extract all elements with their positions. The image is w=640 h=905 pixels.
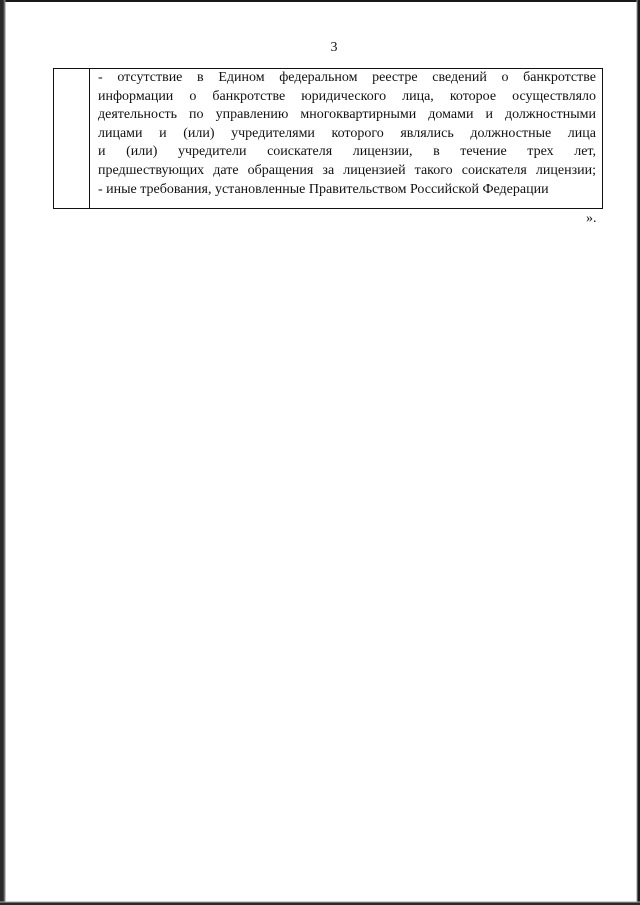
text-line: деятельность по управлению многоквартирными домами и должностными <box>98 107 596 123</box>
text-line: предшествующих дате обращения за лицензией такого соискателя лицензии; <box>98 162 596 178</box>
text-line: лицами и (или) учредителями которого являлись должностные лица <box>98 125 596 141</box>
page-number: 3 <box>330 40 338 55</box>
text-line: - иные требования, установленные Правительством Российской Федерации <box>98 181 549 197</box>
scan-edge-right <box>636 0 640 905</box>
scan-edge-bottom <box>0 901 640 905</box>
scan-edge-top <box>0 0 640 2</box>
table-column-divider <box>89 68 90 209</box>
closing-quote: ». <box>586 211 597 226</box>
text-line: информации о банкротстве юридического лица, которое осуществляло <box>98 88 596 104</box>
text-line: и (или) учредители соискателя лицензии, в течение трех лет, <box>98 144 596 160</box>
text-line: - отсутствие в Едином федеральном реестре сведений о банкротстве <box>98 70 596 85</box>
table-cell-requirements <box>98 69 596 199</box>
scan-edge-left <box>0 0 6 905</box>
